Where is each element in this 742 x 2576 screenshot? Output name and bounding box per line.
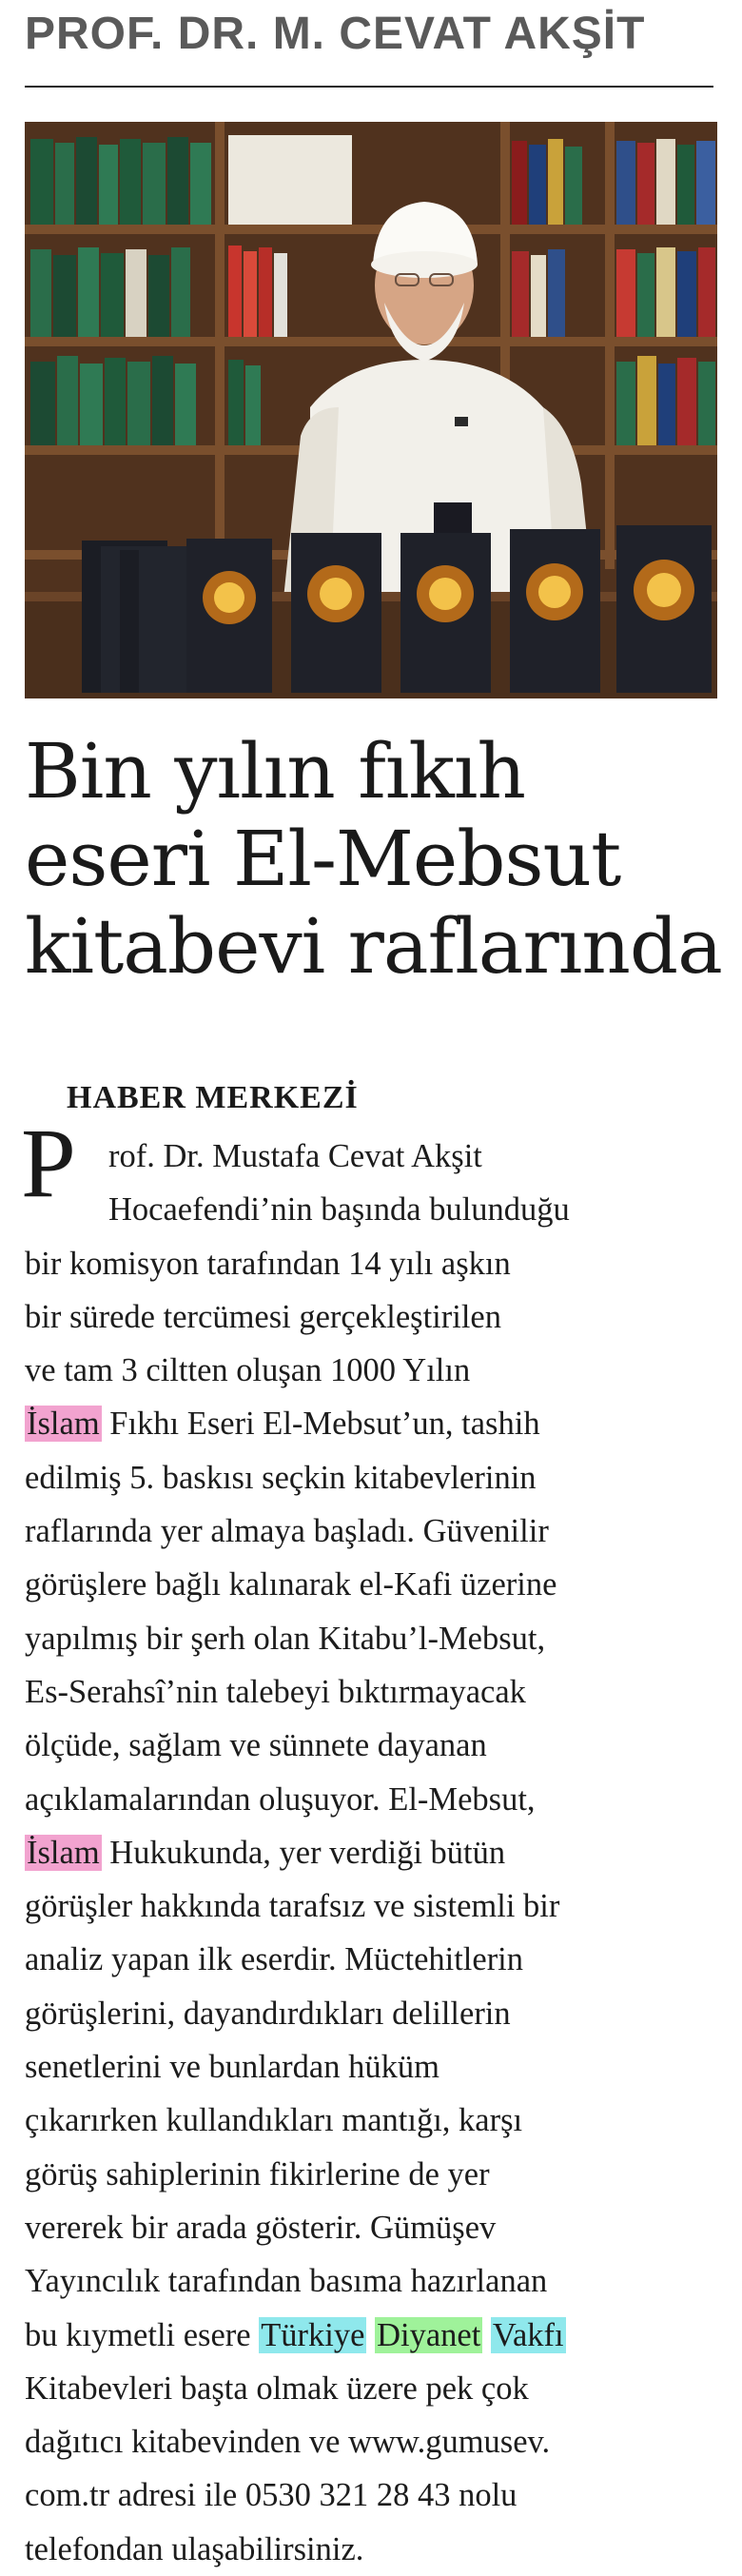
highlighted-word: Türkiye [261, 2316, 365, 2353]
text-run: ve tam 3 ciltten oluşan 1000 Yılın [25, 1352, 471, 1389]
headline-line-2: eseri El-Mebsut [25, 815, 621, 903]
text-run: açıklamalarından oluşuyor. El-Mebsut, [25, 1780, 536, 1818]
article-body [25, 1130, 729, 2576]
header-rule [25, 86, 713, 88]
text-run: senetlerini ve bunlardan hüküm [25, 2049, 439, 2086]
text-run: Hukukunda, yer verdiği bütün [101, 1834, 506, 1871]
article-line [25, 1397, 729, 1450]
article-line [25, 1987, 729, 2040]
highlighted-word: İslam [27, 1406, 100, 1443]
headline-line-3: kitabevi raflarında [25, 902, 722, 991]
byline: HABER MERKEZİ [67, 1080, 359, 1115]
article-line [25, 1612, 729, 1665]
text-run: görüşler hakkında tarafsız ve sistemli bir [25, 1888, 560, 1925]
text-run: Kitabevleri başta olmak üzere pek çok [25, 2370, 529, 2407]
text-run: Hocaefendi’nin başında bulunduğu [108, 1191, 570, 1229]
headline [25, 728, 729, 991]
text-run: Fıkhı Eseri El-Mebsut’un, tashih [101, 1406, 540, 1443]
text-run: analiz yapan ilk eserdir. Müctehitlerin [25, 1941, 524, 1978]
article-line [25, 2148, 729, 2201]
article-photo [25, 122, 717, 698]
article-line [25, 2201, 729, 2254]
highlighted-word: Vakfı [492, 2316, 564, 2353]
drop-cap: P [21, 1109, 76, 1218]
article-line [25, 1130, 729, 1183]
text-run: Yayıncılık tarafından basıma hazırlanan [25, 2263, 548, 2300]
text-run: bu kıymetli esere [25, 2316, 260, 2353]
text-run [482, 2317, 491, 2353]
text-run [366, 2317, 375, 2353]
text-run: rof. Dr. Mustafa Cevat Akşit [108, 1138, 482, 1174]
article-line [25, 1558, 729, 1611]
text-run: çıkarırken kullandıkları mantığı, karşı [25, 2102, 523, 2139]
author-kicker: PROF. DR. M. CEVAT AKŞİT [25, 9, 646, 59]
highlighted-word: Diyanet [377, 2316, 481, 2353]
highlighted-word: İslam [27, 1834, 100, 1871]
text-run: vererek bir arada gösterir. Gümüşev [25, 2209, 497, 2246]
headline-line-1: Bin yılın fıkıh [25, 727, 526, 816]
text-run: bir sürede tercümesi gerçekleştirilen [25, 1298, 501, 1335]
text-run: Es-Serahsî’nin talebeyi bıktırmayacak [25, 1673, 526, 1710]
article-line [25, 2254, 729, 2308]
article-line [25, 1933, 729, 1986]
text-run: ölçüde, sağlam ve sünnete dayanan [25, 1727, 487, 1764]
text-run: edilmiş 5. baskısı seçkin kitabevlerinin [25, 1459, 537, 1496]
article-line [25, 1665, 729, 1719]
article-line [25, 1879, 729, 1933]
article-line [25, 2415, 729, 2468]
article-line [25, 1773, 729, 1826]
article-line [25, 1719, 729, 1772]
article-line [25, 1237, 729, 1290]
text-run: görüş sahiplerinin fikirlerine de yer [25, 2155, 490, 2193]
text-run: görüşlere bağlı kalınarak el-Kafi üzerine [25, 1566, 557, 1603]
article-line [25, 1504, 729, 1558]
article-line [25, 1826, 729, 1879]
article-line [25, 2523, 729, 2576]
article-line [25, 1290, 729, 1344]
article-line [25, 2040, 729, 2094]
photo-icon [25, 122, 717, 698]
article-line [25, 1344, 729, 1397]
text-run: com.tr adresi ile 0530 321 28 43 nolu [25, 2477, 517, 2514]
text-run: dağıtıcı kitabevinden ve www.gumusev. [25, 2424, 551, 2461]
article-line [25, 1183, 729, 1236]
article-line [25, 2094, 729, 2147]
text-run: raflarında yer almaya başladı. Güvenilir [25, 1513, 549, 1550]
text-run: yapılmış bir şerh olan Kitabu’l-Mebsut, [25, 1620, 546, 1657]
article-line [25, 2362, 729, 2415]
article-line [25, 2309, 729, 2362]
text-run: bir komisyon tarafından 14 yılı aşkın [25, 1245, 511, 1282]
article-line [25, 1451, 729, 1504]
text-run: görüşlerini, dayandırdıkları delillerin [25, 1995, 511, 2032]
header [0, 0, 742, 91]
text-run: telefondan ulaşabilirsiniz. [25, 2530, 364, 2567]
article-line [25, 2468, 729, 2522]
